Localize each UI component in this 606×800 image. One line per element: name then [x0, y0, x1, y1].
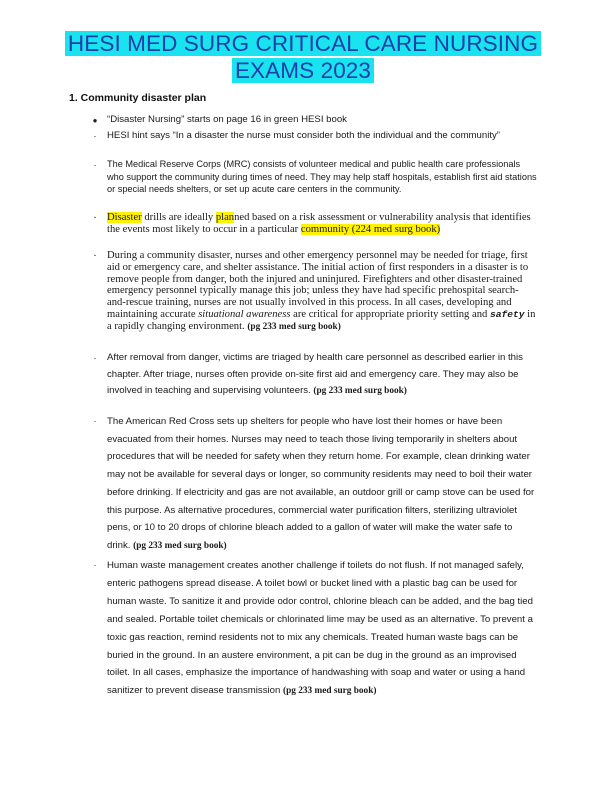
section-heading: 1. Community disaster plan [69, 92, 207, 104]
emphasis-situational-awareness: situational awareness [198, 308, 291, 320]
bullet-small-icon: · [93, 560, 97, 571]
highlight-disaster: Disaster [107, 212, 142, 223]
bullet-text: “Disaster Nursing” starts on page 16 in green HESI book [107, 114, 347, 125]
bullet-small-icon: · [93, 160, 97, 170]
bullet-small-icon: · [93, 251, 97, 262]
bullet-text: HESI hint says “In a disaster the nurse must consider both the individual and the community” [107, 130, 501, 141]
bullet-text [107, 250, 537, 334]
page-reference: (pg 233 med surg book) [247, 321, 341, 332]
bullet-text [107, 212, 537, 236]
text-run: During a community disaster, nurses and other emergency personnel may be needed for triage, first aid or emergency care, and shelter assistance. The initial action of first responders in a disaster is to remove people from danger, both the injured and uninjured. Firefighters and other disaster-trained emergency personnel typically manage this job; unless they have had specific prehospital search-and-rescue training, nurses are not usually involved in this process. In all cases, developing and maintaining accurate [107, 250, 529, 320]
page-reference: (pg 233 med surg book) [282, 686, 377, 697]
bullet-small-icon: · [93, 353, 97, 364]
bullet-dot-icon: ● [92, 116, 98, 125]
text-run: Human waste management creates another challenge if toilets do not flush. If not managed safely, enteric pathogens spread disease. A toilet bowl or bucket lined with a plastic bag can be used for human waste. To sanitize it and provide odor control, chlorine bleach can be added, and the bag tied and sealed. Portable toilet chemicals or chlorinated lime may be used as an alternative. To prevent a toxic gas reaction, remind residents not to mix any chemicals. Treated human waste bags can be buried in the ground. In an austere environment, a pit can be dug in the ground as an improvised toilet. In all cases, emphasize the importance of handwashing with soap and water or using a hand sanitizer to prevent disease transmission [107, 560, 533, 697]
bullet-text: The Medical Reserve Corps (MRC) consists of volunteer medical and public health care professionals who support the community during times of need. They may help staff hospitals, establish first aid stations or special needs shelters, or set up acute care centers in the community. [107, 159, 537, 195]
bullet-small-icon: · [93, 131, 97, 142]
page-reference: (pg 233 med surg book) [313, 386, 407, 396]
text-run: After removal from danger, victims are triaged by health care personnel as described earlier in this chapter. After triage, nurses often provide on-site first aid and emergency care. They may also be involved in teaching and supervising volunteers. [107, 352, 523, 396]
bullet-text [107, 557, 537, 701]
text-run: are critical for appropriate priority setting and [290, 308, 490, 320]
bullet-text [107, 350, 537, 400]
text-run: ned based on a risk assessment or vulnerability analysis that identifies the events most likely to occur in a particular [107, 212, 531, 235]
bullet-text [107, 413, 537, 556]
highlight-reference: (224 med surg book) [351, 223, 441, 235]
text-run: The American Red Cross sets up shelters for people who have lost their homes or have been evacuated from their homes. Nurses may need to teach those living temporarily in shelters about procedures that will be needed for safety when they return home. For example, clean drinking water may not be available for several days or longer, so community residents may need to boil their water before drinking. If electricity and gas are not available, an outdoor grill or camp stove can be used for this purpose. As alternative procedures, commercial water purification filters, sterilizing ultraviolet pens, or 10 to 20 drops of chlorine bleach added to a gallon of water will make the water safe to drink. [107, 416, 535, 551]
text-run: drills are ideally [141, 212, 216, 223]
highlight-community: community [300, 223, 350, 235]
document-title [0, 30, 606, 84]
highlight-plan: plan [215, 212, 235, 223]
emphasis-safety: safety [489, 308, 525, 320]
title-line-1: HESI MED SURG CRITICAL CARE NURSING [65, 31, 541, 56]
text-run: in a rapidly changing environment. [107, 308, 536, 332]
page-reference: (pg 233 med surg book) [133, 540, 227, 551]
title-line-2: EXAMS 2023 [232, 58, 374, 83]
bullet-small-icon: · [93, 416, 97, 427]
bullet-small-icon: · [93, 213, 97, 224]
